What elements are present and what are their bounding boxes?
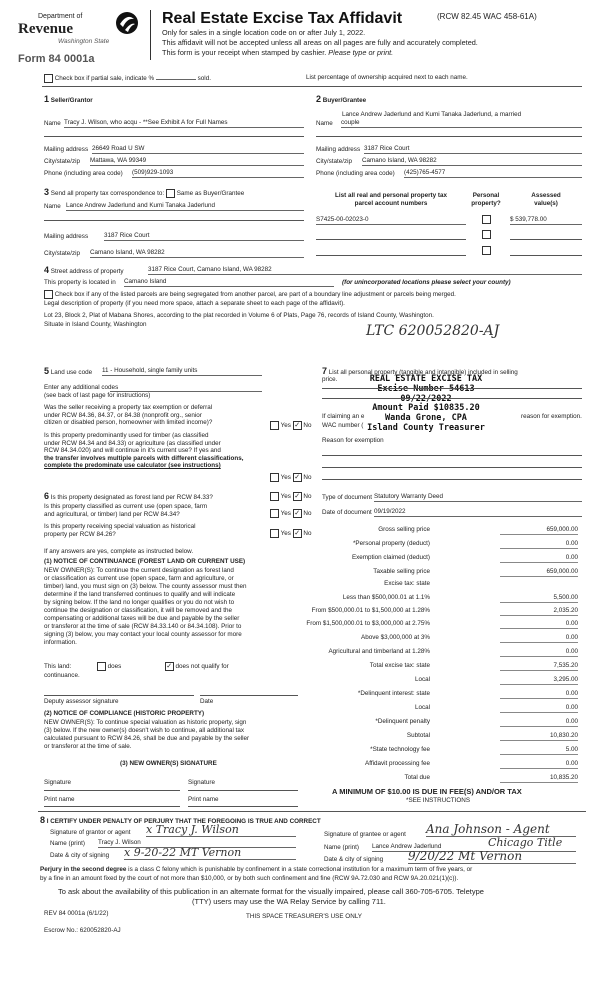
grantee-signature[interactable]: Ana Johnson - Agent bbox=[426, 822, 576, 837]
additional-codes-field[interactable] bbox=[110, 384, 262, 392]
claim-reason-label: reason for exemption. bbox=[521, 413, 582, 420]
buyer-name-line1: Lance Andrew Jaderlund and Kumi Tanaka Jaderlund, a married bbox=[342, 111, 522, 118]
notice-continuance-text: NEW OWNER(S): To continue the current designation as forest land or classification as current use (open space, farm and agriculture, or timber) land, you must sign on (3) below. The county assessor must then determine if the land transferred continues to qualify and will indicate by signing below. If the land no longer qualifies or you do not wish to continue the designation or classification, it will be removed and the compensating or additional taxes will be due and payable by the seller or transferor at the time of sale (RCW 84.33.140 or 84.34.108). Prior to signing (3) below, you may contact your local county assessor for more information. bbox=[44, 567, 247, 647]
partial-sale-checkbox[interactable] bbox=[44, 74, 53, 83]
tax-value-2[interactable]: 0.00 bbox=[500, 554, 578, 563]
timber-yes-checkbox[interactable] bbox=[270, 473, 279, 482]
corr-city-label: City/state/zip bbox=[44, 250, 81, 257]
buyer-name-field[interactable]: couple bbox=[341, 119, 582, 128]
escrow-number: Escrow No.: 620052820-AJ bbox=[44, 927, 121, 934]
tax-value-16[interactable]: 5.00 bbox=[500, 746, 578, 755]
tax-label-3: Taxable selling price bbox=[373, 568, 430, 575]
corr-name-label: Name bbox=[44, 203, 61, 210]
located-label: This property is located in bbox=[44, 279, 116, 286]
revenue-swirl-icon bbox=[114, 10, 140, 36]
rcw-reference: (RCW 82.45 WAC 458-61A) bbox=[437, 12, 537, 21]
assessed-value-1[interactable]: $ 539,778.00 bbox=[510, 216, 582, 225]
exemption-question: Was the seller receiving a property tax exemption or deferral under RCW 84.36, 84.37, or 84.38 (nonprofit org., senior citizen or disabled person, homeowner with limited income)? bbox=[44, 404, 213, 427]
deputy-date-label: Date bbox=[200, 698, 214, 705]
timber-question: Is this property predominantly used for timber (as classified under RCW 84.34 and 84.33) or agriculture (as classified under RCW 84.34.020) and will continue in it's current use? If yes and the transfer involves multiple parcels with different classifications, complete the predominate use calculator (see instructions) bbox=[44, 432, 244, 470]
tax-label-16: *State technology fee bbox=[370, 746, 430, 753]
tax-label-8: Above $3,000,000 at 3% bbox=[361, 634, 430, 641]
tax-value-18[interactable]: 10,835.20 bbox=[500, 774, 578, 783]
notice-continuance-title: (1) NOTICE OF CONTINUANCE (FOREST LAND OR CURRENT USE) bbox=[44, 558, 246, 565]
dor-logo bbox=[18, 8, 138, 56]
seller-phone-label: Phone (including area code) bbox=[44, 170, 123, 177]
grantor-date-label: Date & city of signing bbox=[50, 852, 110, 859]
partial-sale-row: Check box if partial sale, indicate % sold. bbox=[44, 74, 211, 83]
buyer-city-label: City/state/zip bbox=[316, 158, 353, 165]
does-qualify-checkbox[interactable] bbox=[97, 662, 106, 671]
dept-state: Washington State bbox=[58, 38, 110, 45]
grantor-signature[interactable]: x Tracy J. Wilson bbox=[146, 823, 296, 837]
partial-sale-pct-field[interactable] bbox=[156, 79, 196, 80]
handwritten-ltc-note: LTC 620052820-AJ bbox=[366, 323, 500, 339]
tax-value-17[interactable]: 0.00 bbox=[500, 760, 578, 769]
tax-label-10: Total excise tax: state bbox=[369, 662, 430, 669]
tax-label-5: Less than $500,000.01 at 1.1% bbox=[342, 594, 430, 601]
tax-value-0[interactable]: 659,000.00 bbox=[500, 526, 578, 535]
claim-exemption-label: If claiming an e bbox=[322, 413, 365, 420]
timber-yes-no: Yes ✓ No bbox=[270, 473, 311, 482]
personal-checkbox-2[interactable] bbox=[482, 230, 491, 239]
segregated-checkbox[interactable] bbox=[44, 290, 53, 299]
doc-date-label: Date of document bbox=[322, 509, 372, 516]
doc-type-label: Type of document bbox=[322, 494, 373, 501]
personal-property-label2: price. bbox=[322, 376, 338, 383]
header-sub3: This form is your receipt when stamped by cashier. Please type or print. bbox=[162, 48, 394, 57]
buyer-mail-field[interactable]: 3187 Rice Court bbox=[364, 145, 582, 154]
buyer-mail-label: Mailing address bbox=[316, 146, 361, 153]
seller-city-label: City/state/zip bbox=[44, 158, 81, 165]
grantee-signature-label: Signature of grantee or agent bbox=[324, 831, 406, 838]
tax-value-13[interactable]: 0.00 bbox=[500, 704, 578, 713]
alternate-format-line1: To ask about the availability of this publication in an alternate format for the visually impaired, please call 360-705-6705. Teletype bbox=[58, 887, 484, 896]
tax-label-7: From $1,500,000.01 to $3,000,000 at 2.75% bbox=[306, 620, 430, 627]
notice-compliance-title: (2) NOTICE OF COMPLIANCE (HISTORIC PROPERTY) bbox=[44, 710, 205, 717]
tax-value-9[interactable]: 0.00 bbox=[500, 648, 578, 657]
grantee-chicago-title-note: Chicago Title bbox=[488, 836, 563, 849]
personal-property-label: 7 List all personal property (tangible and intangible) included in selling bbox=[322, 366, 518, 376]
tax-value-10[interactable]: 7,535.20 bbox=[500, 662, 578, 671]
see-back-note: (see back of last page for instructions) bbox=[44, 392, 151, 399]
owner-print-name-label-1: Print name bbox=[44, 796, 75, 803]
assessed-col-header: Assessed value(s) bbox=[531, 192, 561, 207]
tax-value-11[interactable]: 3,295.00 bbox=[500, 676, 578, 685]
seller-name-label: Name bbox=[44, 120, 61, 127]
tax-label-14: *Delinquent penalty bbox=[375, 718, 430, 725]
seller-name-field[interactable]: Tracy J. Wilson, who acqu - **See Exhibit A for Full Names bbox=[64, 119, 304, 128]
does-not-qualify-checkbox[interactable]: ✓ bbox=[166, 663, 173, 670]
tax-value-7[interactable]: 0.00 bbox=[500, 620, 578, 629]
tax-value-15[interactable]: 10,830.20 bbox=[500, 732, 578, 741]
tax-label-18: Total due bbox=[404, 774, 430, 781]
tax-label-2: Exemption claimed (deduct) bbox=[351, 554, 430, 561]
reason-exemption-label: Reason for exemption bbox=[322, 437, 384, 444]
owner-signature-label-1: Signature bbox=[44, 779, 71, 786]
continuance-label: continuance. bbox=[44, 672, 80, 679]
tax-label-1: *Personal property (deduct) bbox=[352, 540, 430, 547]
revision-label: REV 84 0001a (6/1/22) bbox=[44, 910, 109, 917]
grantor-name-label: Name (print) bbox=[50, 840, 85, 847]
see-instructions-note: *SEE INSTRUCTIONS bbox=[406, 797, 471, 804]
historic-question: Is this property receiving special valuation as historical property per RCW 84.26? bbox=[44, 523, 196, 538]
tax-label-17: Affidavit processing fee bbox=[365, 760, 430, 767]
list-pct-note: List percentage of ownership acquired next to each name. bbox=[306, 74, 468, 81]
segregated-row: Check box if any of the listed parcels are being segregated from another parcel, are part of a boundary line adjustment or parcels being merged. bbox=[44, 290, 456, 299]
grantor-name-field[interactable]: Tracy J. Wilson bbox=[98, 839, 296, 848]
deputy-signature-label: Deputy assessor signature bbox=[44, 698, 119, 705]
corr-name-field[interactable]: Lance Andrew Jaderlund and Kumi Tanaka Jaderlund bbox=[66, 202, 304, 211]
doc-date-field[interactable]: 09/19/2022 bbox=[374, 508, 582, 517]
tax-label-15: Subtotal bbox=[406, 732, 430, 739]
legal-description-line2: Situate in Island County, Washington bbox=[44, 321, 147, 328]
seller-mail-label: Mailing address bbox=[44, 146, 89, 153]
exemption-no-checkbox[interactable]: ✓ bbox=[294, 422, 301, 429]
doc-type-field[interactable]: Statutory Warranty Deed bbox=[374, 493, 582, 502]
grantor-date-field[interactable]: x 9-20-22 MT Vernon bbox=[124, 846, 296, 860]
buyer-city-field[interactable]: Camano Island, WA 98282 bbox=[362, 157, 582, 166]
historic-no-checkbox[interactable]: ✓ bbox=[294, 530, 301, 537]
buyer-heading: 2 Buyer/Grantee bbox=[316, 94, 367, 104]
tax-value-3[interactable]: 659,000.00 bbox=[500, 568, 578, 577]
street-address-row: 4 Street address of property bbox=[44, 265, 124, 275]
same-as-buyer-checkbox[interactable] bbox=[166, 189, 175, 198]
page-title: Real Estate Excise Tax Affidavit bbox=[162, 10, 403, 27]
additional-codes-label: Enter any additional codes bbox=[44, 384, 119, 391]
buyer-name-label: Name bbox=[316, 120, 333, 127]
grantee-date-label: Date & city of signing bbox=[324, 856, 384, 863]
tax-label-12: *Delinquent interest: state bbox=[357, 690, 430, 697]
if-yes-note: If any answers are yes, complete as instructed below. bbox=[44, 548, 194, 555]
claim-wac-label: WAC number ( bbox=[322, 422, 364, 429]
historic-yes-checkbox[interactable] bbox=[270, 529, 279, 538]
corr-mail-label: Mailing address bbox=[44, 233, 89, 240]
tax-value-12[interactable]: 0.00 bbox=[500, 690, 578, 699]
land-use-row: 5 Land use code bbox=[44, 366, 93, 376]
exemption-yes-no: Yes ✓ No bbox=[270, 421, 311, 430]
notice-compliance-text: NEW OWNER(S): To continue special valuation as historic property, sign (3) below. If the new owner(s) doesn't wish to continue, all additional tax calculated pursuant to RCW 84.26, shall be due and payable by the seller or transferor at the time of sale. bbox=[44, 719, 250, 751]
tax-label-6: From $500,000.01 to $1,500,000 at 1.28% bbox=[311, 607, 430, 614]
corr-city-field[interactable]: Camano Island, WA 98282 bbox=[90, 249, 304, 258]
forest-question: 6 Is this property designated as forest land per RCW 84.33? bbox=[44, 491, 213, 501]
parcel-col-header: List all real and personal property tax parcel account numbers bbox=[335, 192, 447, 207]
forest-no-checkbox[interactable]: ✓ bbox=[294, 493, 301, 500]
minimum-due-note: A MINIMUM OF $10.00 IS DUE IN FEE(S) AND/OR TAX bbox=[332, 787, 522, 796]
legal-description-label: Legal description of property (if you need more space, attach a separate sheet to each page of the affidavit). bbox=[44, 300, 345, 307]
this-land-row: This land: does ✓ does not qualify for bbox=[44, 663, 229, 671]
tax-value-6[interactable]: 2,035.20 bbox=[500, 607, 578, 616]
treasurer-use-label: THIS SPACE TREASURER'S USE ONLY bbox=[246, 913, 362, 920]
current-use-yes-no: Yes ✓ No bbox=[270, 509, 311, 518]
grantor-signature-label: Signature of grantor or agent bbox=[50, 829, 131, 836]
dept-revenue: Revenue bbox=[18, 21, 73, 37]
treasurer-stamp: REAL ESTATE EXCISE TAX Excise Number 54613 09/22/2022 Amount Paid $10835.20 Wanda Grone, CPA Island County Treasurer bbox=[367, 374, 485, 433]
perjury-line1: Perjury in the second degree is a class C felony which is punishable by confinement in a state correctional institution for a maximum term of five years, or bbox=[40, 866, 473, 873]
parcel-number-1[interactable]: S7425-00-02023-0 bbox=[316, 216, 466, 225]
historic-yes-no: Yes ✓ No bbox=[270, 529, 311, 538]
seller-heading: 1 Seller/Grantor bbox=[44, 94, 93, 104]
current-use-no-checkbox[interactable]: ✓ bbox=[294, 510, 301, 517]
tax-label-4: Excise tax: state bbox=[384, 580, 430, 587]
personal-checkbox-3[interactable] bbox=[482, 246, 491, 255]
forest-yes-no: Yes ✓ No bbox=[270, 492, 311, 501]
alternate-format-line2: (TTY) users may use the WA Relay Service by calling 711. bbox=[192, 897, 386, 906]
seller-phone-field[interactable]: (509)929-1093 bbox=[132, 169, 304, 178]
seller-mail-field[interactable]: 26649 Road U SW bbox=[92, 145, 304, 154]
forest-yes-checkbox[interactable] bbox=[270, 492, 279, 501]
tax-label-0: Gross selling price bbox=[378, 526, 430, 533]
tax-value-5[interactable]: 5,500.00 bbox=[500, 594, 578, 603]
tax-label-9: Agricultural and timberland at 1.28% bbox=[328, 648, 430, 655]
grantee-date-field[interactable]: 9/20/22 Mt Vernon bbox=[408, 849, 576, 864]
grantee-name-field[interactable]: Lance Andrew Jaderlund bbox=[372, 843, 576, 852]
unincorporated-note: (for unincorporated locations please select your county) bbox=[342, 279, 511, 286]
legal-description-line1: Lot 23, Block 2, Plat of Mabana Shores, according to the plat recorded in Volume 6 of Plats, Page 76, records of Island County, Washington. bbox=[44, 312, 434, 319]
timber-no-checkbox[interactable]: ✓ bbox=[294, 474, 301, 481]
owner-signature-label-2: Signature bbox=[188, 779, 215, 786]
located-field[interactable]: Camano Island bbox=[124, 278, 334, 287]
street-address-field[interactable]: 3187 Rice Court, Camano Island, WA 98282 bbox=[148, 266, 582, 275]
buyer-phone-field[interactable]: (425)765-4577 bbox=[404, 169, 582, 178]
certify-statement: 8 I CERTIFY UNDER PENALTY OF PERJURY THAT THE FOREGOING IS TRUE AND CORRECT bbox=[40, 815, 321, 825]
seller-city-field[interactable]: Mattawa, WA 99349 bbox=[90, 157, 304, 166]
tax-label-13: Local bbox=[414, 704, 430, 711]
dept-line1: Department of bbox=[38, 13, 83, 20]
current-use-question: Is this property classified as current use (open space, farm and agricultural, or timber) land per RCW 84.34? bbox=[44, 503, 208, 518]
tax-value-1[interactable]: 0.00 bbox=[500, 540, 578, 549]
personal-col-header: Personal property? bbox=[471, 192, 501, 207]
header-sub2: This affidavit will not be accepted unless all areas on all pages are fully and accurately completed. bbox=[162, 38, 478, 47]
new-owner-signature-title: (3) NEW OWNER(S) SIGNATURE bbox=[120, 760, 217, 767]
land-use-field[interactable]: 11 - Household, single family units bbox=[102, 367, 262, 376]
grantee-name-label: Name (print) bbox=[324, 844, 359, 851]
current-use-yes-checkbox[interactable] bbox=[270, 509, 279, 518]
personal-checkbox-1[interactable] bbox=[482, 215, 491, 224]
tax-value-8[interactable]: 0.00 bbox=[500, 634, 578, 643]
correspondence-heading: 3 Send all property tax correspondence to: Same as Buyer/Grantee bbox=[44, 187, 245, 197]
header-sub1: Only for sales in a single location code on or after July 1, 2022. bbox=[162, 28, 366, 37]
exemption-yes-checkbox[interactable] bbox=[270, 421, 279, 430]
corr-mail-field[interactable]: 3187 Rice Court bbox=[104, 232, 304, 241]
perjury-line2: by a fine in an amount fixed by the court of not more than $10,000, or by both such confinement and fine (RCW 9A.72.030 and RCW 9A.20.021(1)(c)). bbox=[40, 875, 459, 882]
tax-value-14[interactable]: 0.00 bbox=[500, 718, 578, 727]
form-number: Form 84 0001a bbox=[18, 53, 95, 65]
owner-print-name-label-2: Print name bbox=[188, 796, 219, 803]
tax-label-11: Local bbox=[414, 676, 430, 683]
buyer-phone-label: Phone (including area code) bbox=[316, 170, 395, 177]
